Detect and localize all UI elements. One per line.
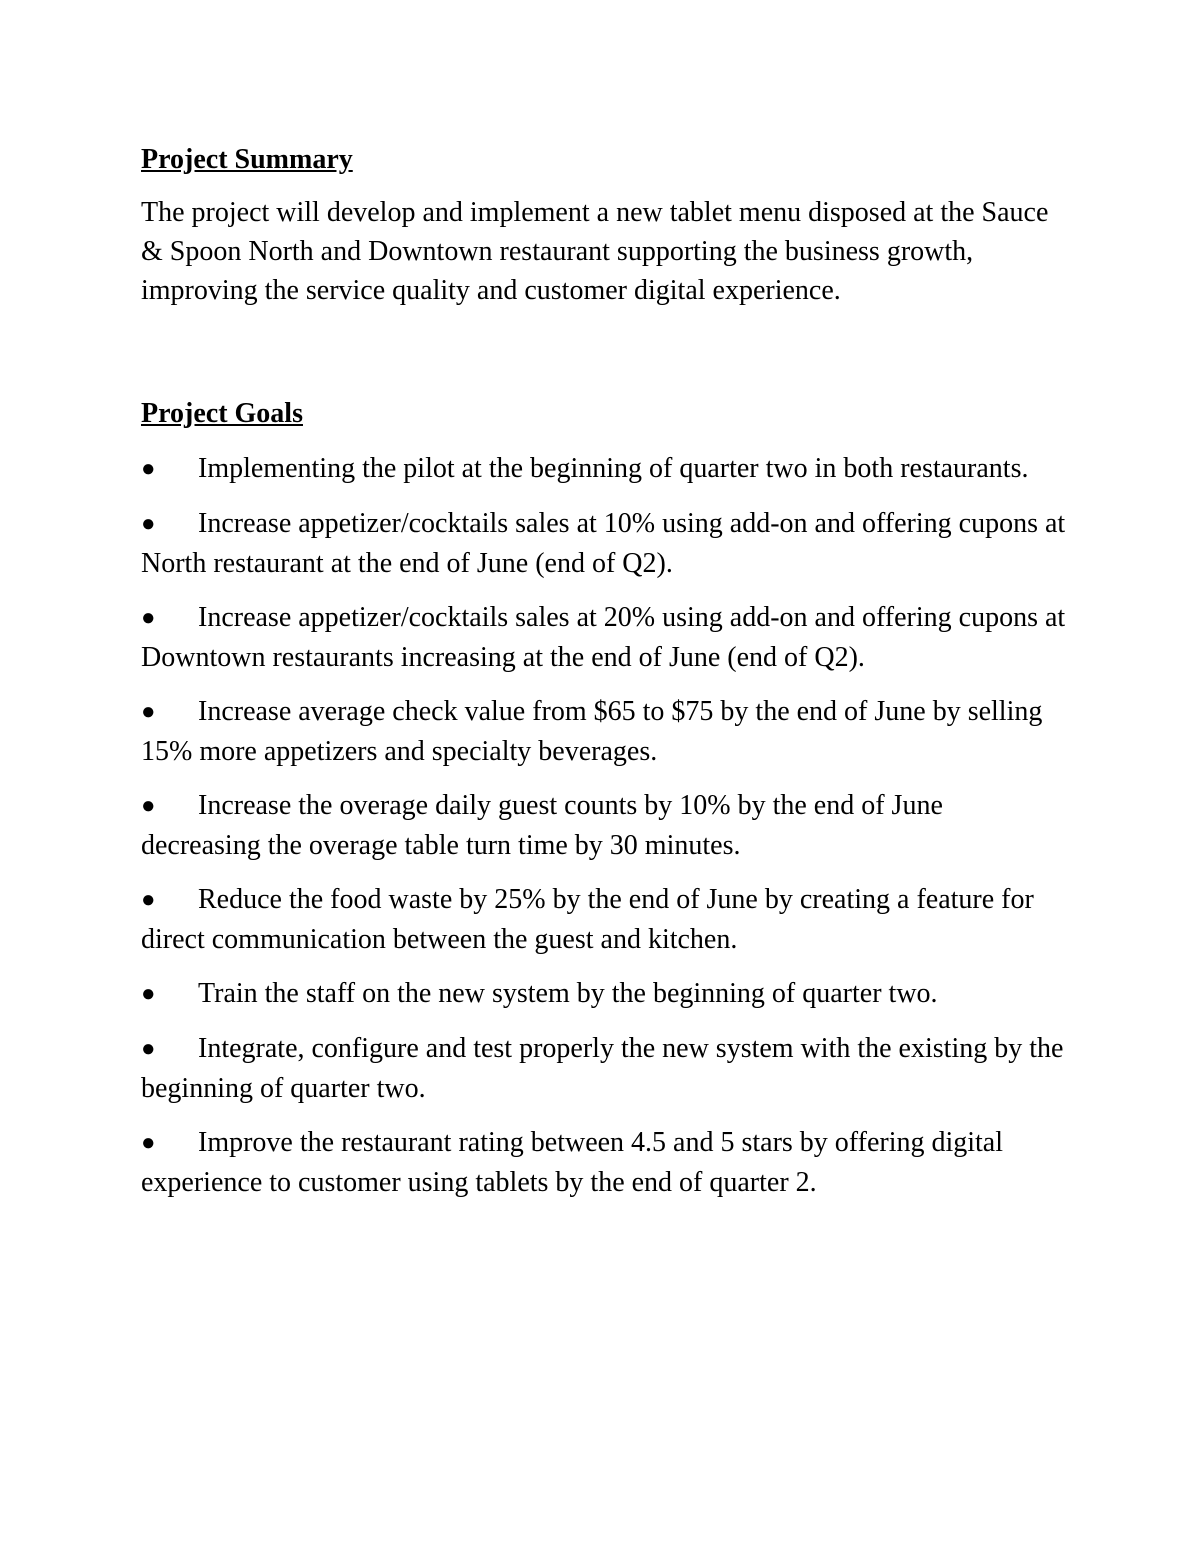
project-goals-heading: Project Goals <box>141 398 303 429</box>
goal-text: Reduce the food waste by 25% by the end of June by creating a feature for direct communication between the guest and kitchen. <box>141 884 1034 955</box>
goal-item <box>141 504 1066 583</box>
bullet-icon: ● <box>141 793 156 819</box>
goal-item <box>141 1029 1066 1108</box>
goal-text: Increase appetizer/cocktails sales at 20% using add-on and offering cupons at Downtown restaurants increasing at the end of June (end of Q2). <box>141 602 1066 673</box>
bullet-icon: ● <box>141 511 156 537</box>
bullet-icon: ● <box>141 981 156 1007</box>
goal-item <box>141 786 1066 865</box>
goal-text: Increase appetizer/cocktails sales at 10% using add-on and offering cupons at North restaurant at the end of June (end of Q2). <box>141 508 1066 579</box>
project-goals-list <box>141 449 1066 1202</box>
bullet-icon: ● <box>141 456 156 482</box>
bullet-icon: ● <box>141 887 156 913</box>
project-summary-heading: Project Summary <box>141 144 353 175</box>
bullet-icon: ● <box>141 699 156 725</box>
goal-item <box>141 880 1066 959</box>
bullet-icon: ● <box>141 605 156 631</box>
goal-item <box>141 974 1066 1014</box>
document-content <box>141 141 1066 1217</box>
goal-text: Increase the overage daily guest counts by 10% by the end of June decreasing the overage table turn time by 30 minutes. <box>141 790 943 861</box>
goal-text: Integrate, configure and test properly the new system with the existing by the beginning of quarter two. <box>141 1033 1064 1104</box>
goal-item <box>141 1123 1066 1202</box>
project-summary-text: The project will develop and implement a new tablet menu disposed at the Sauce & Spoon North and Downtown restaurant supporting the business growth, improving the service quality and customer digital experience. <box>141 197 1049 306</box>
bullet-icon: ● <box>141 1036 156 1062</box>
goal-text: Increase average check value from $65 to $75 by the end of June by selling 15% more appetizers and specialty beverages. <box>141 696 1043 767</box>
bullet-icon: ● <box>141 1130 156 1156</box>
goal-item <box>141 449 1066 489</box>
goal-text: Improve the restaurant rating between 4.5 and 5 stars by offering digital experience to customer using tablets by the end of quarter 2. <box>141 1127 1004 1198</box>
goal-text: Train the staff on the new system by the beginning of quarter two. <box>198 978 938 1009</box>
goal-item <box>141 692 1066 771</box>
goal-text: Implementing the pilot at the beginning of quarter two in both restaurants. <box>198 453 1029 484</box>
goal-item <box>141 598 1066 677</box>
